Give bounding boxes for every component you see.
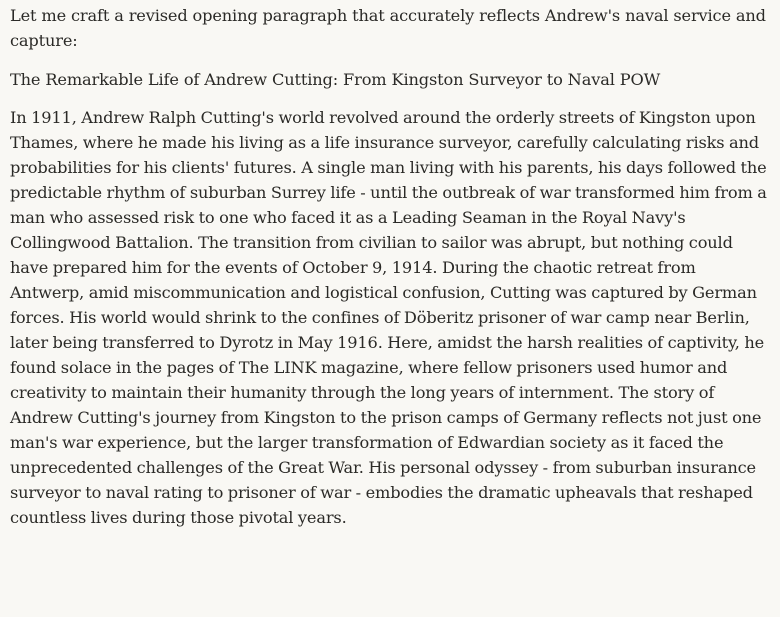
body-paragraph: In 1911, Andrew Ralph Cutting's world revolved around the orderly streets of Kingston upon Thames, where he made his living as a life insurance surveyor, carefully calculating risks and probabilities for his clients' futures. A single man living with his parents, his days followed the predictable rhythm of suburban Surrey life - until the outbreak of war transformed him from a man who assessed risk to one who faced it as a Leading Seaman in the Royal Navy's Collingwood Battalion. The transition from civilian to sailor was abrupt, but nothing could have prepared him for the events of October 9, 1914. During the chaotic retreat from Antwerp, amid miscommunication and logistical confusion, Cutting was captured by German forces. His world would shrink to the confines of Döberitz prisoner of war camp near Berlin, later being transferred to Dyrotz in May 1916. Here, amidst the harsh realities of captivity, he found solace in the pages of The LINK magazine, where fellow prisoners used humor and creativity to maintain their humanity through the long years of internment. The story of Andrew Cutting's journey from Kingston to the prison camps of Germany reflects not just one man's war experience, but the larger transformation of Edwardian society as it faced the unprecedented challenges of the Great War. His personal odyssey - from suburban insurance surveyor to naval rating to prisoner of war - embodies the dramatic upheavals that reshaped countless lives during those pivotal years.: [10, 108, 767, 527]
intro-paragraph: Let me craft a revised opening paragraph that accurately reflects Andrew's naval service and capture:: [10, 6, 766, 50]
document-title: The Remarkable Life of Andrew Cutting: From Kingston Surveyor to Naval POW: [10, 70, 661, 89]
